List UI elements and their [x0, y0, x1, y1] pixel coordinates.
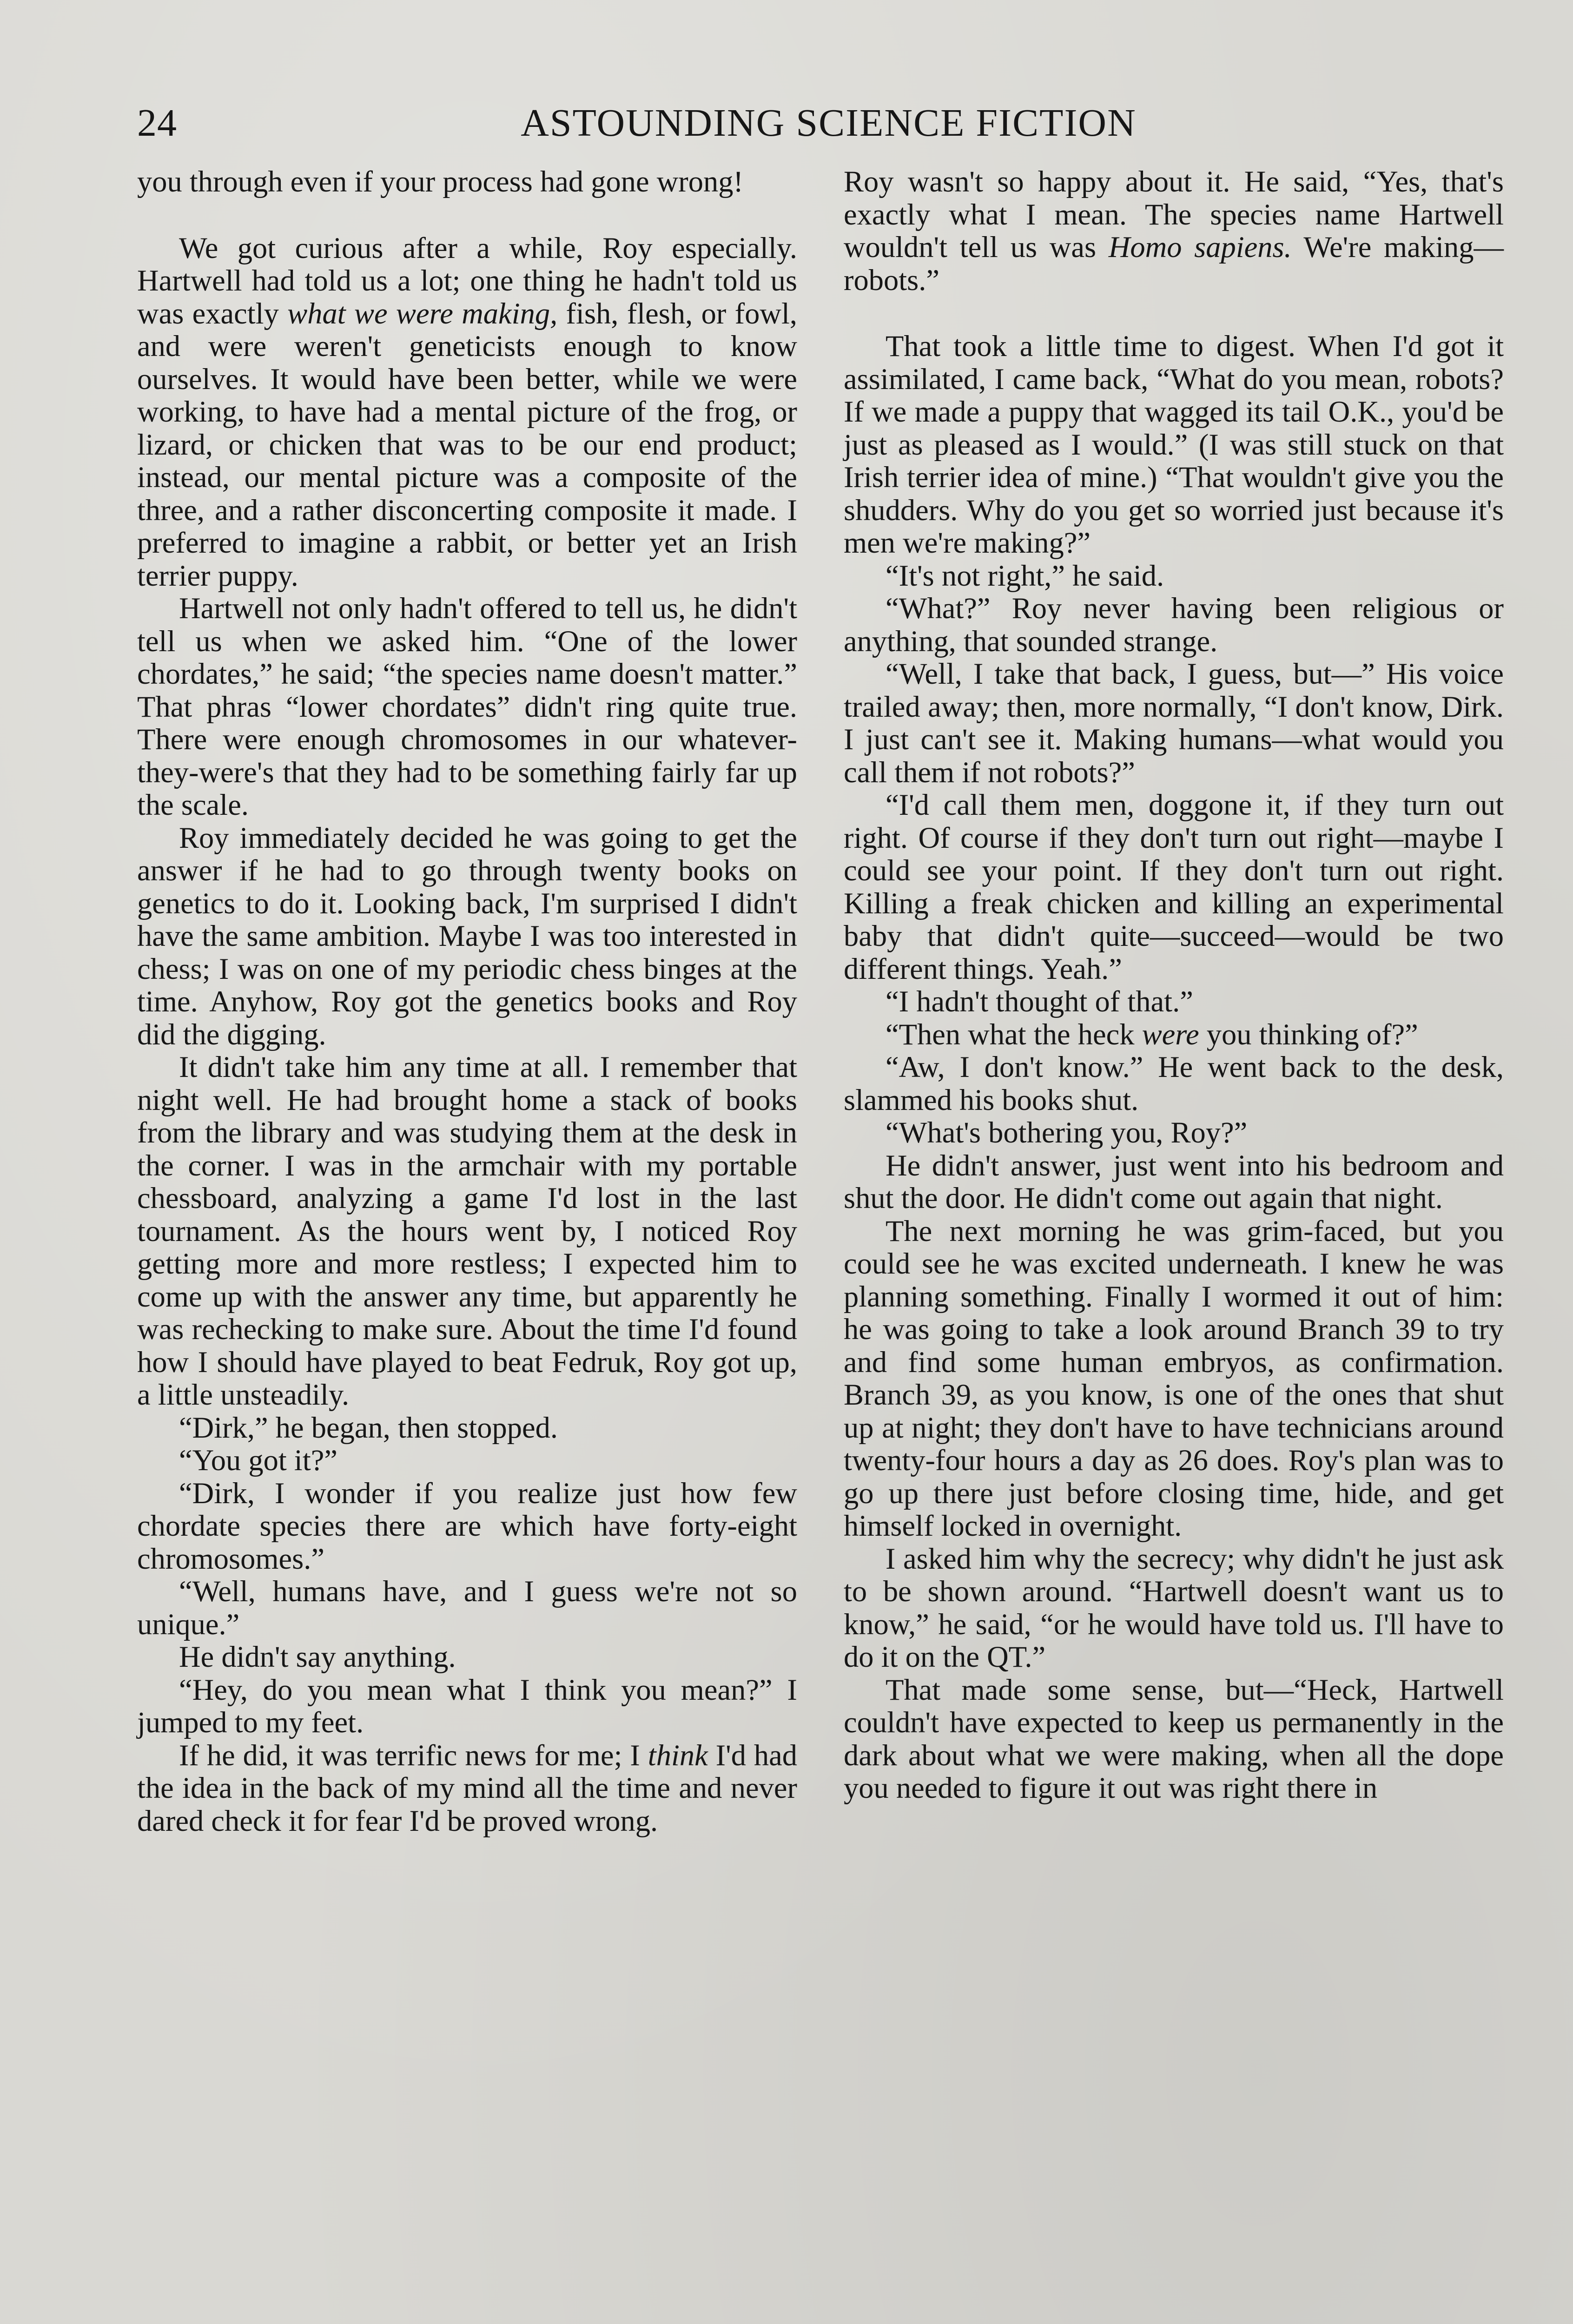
text-run: If he did, it was terrific news for me; I	[179, 1738, 648, 1772]
text-run: “Then what the heck	[886, 1017, 1142, 1051]
paragraph: “I'd call them men, doggone it, if they turn out right. Of course if they don't turn out right—maybe I could see your point. If they don't turn out right. Killing a freak chicken and killing an experimental baby that didn't quite—succeed—would be two different things. Yeah.”	[844, 788, 1504, 985]
paragraph: That took a little time to digest. When I'd got it assimilated, I came back, “What do you mean, robots? If we made a puppy that wagged its tail O.K., you'd be just as pleased as I would.” (I was still stuck on that Irish terrier idea of mine.) “That wouldn't give you the shudders. Why do you get so worried just because it's men we're making?”	[844, 330, 1504, 559]
paragraph: “Aw, I don't know.” He went back to the desk, slammed his books shut.	[844, 1050, 1504, 1116]
text-run: fish, flesh, or fowl, and were weren't geneticists enough to know ourselves. It would have been better, while we were working, to have had a mental picture of the frog, or lizard, or chicken that was to be our end product; instead, our mental picture was a composite of the three, and a rather disconcerting composite it made. I preferred to imagine a rabbit, or better yet an Irish terrier puppy.	[137, 297, 797, 592]
paragraph: “Well, humans have, and I guess we're not so unique.”	[137, 1575, 797, 1641]
paragraph: “What?” Roy never having been religious or anything, that sounded strange.	[844, 592, 1504, 658]
paragraph	[844, 165, 1504, 297]
paragraph: you through even if your process had gone wrong!	[137, 165, 744, 198]
paragraph	[137, 1739, 797, 1838]
emphasis-text: were	[1142, 1017, 1199, 1051]
paragraph	[137, 232, 797, 593]
left-column	[137, 165, 797, 1837]
page-number: 24	[137, 101, 177, 145]
paragraph: Hartwell not only hadn't offered to tell us, he didn't tell us when we asked him. “One of the lower chordates,” he said; “the species name doesn't matter.” That phras “lower chordates” didn't ring quite true. There were enough chromosomes in our whatever-they-were's that they had to be something fairly far up the scale.	[137, 592, 797, 821]
emphasis-text: Homo sapiens.	[1108, 231, 1292, 264]
paragraph: “What's bothering you, Roy?”	[886, 1116, 1248, 1149]
paragraph: That made some sense, but—“Heck, Hartwell couldn't have expected to keep us permanently in the dark about what we were making, when all the dope you needed to figure it out was right there in	[844, 1673, 1504, 1804]
paragraph: “Dirk,” he began, then stopped.	[179, 1411, 558, 1444]
paragraph: Roy immediately decided he was going to get the answer if he had to go through twenty books on genetics to do it. Looking back, I'm surprised I didn't have the same ambition. Maybe I was too interested in chess; I was on one of my periodic chess binges at the time. Anyhow, Roy got the genetics books and Roy did the digging.	[137, 821, 797, 1051]
paragraph: “You got it?”	[179, 1444, 338, 1477]
paragraph: It didn't take him any time at all. I remember that night well. He had brought home a stack of books from the library and was studying them at the desk in the corner. I was in the armchair with my portable chessboard, analyzing a game I'd lost in the last tournament. As the hours went by, I noticed Roy getting more and more restless; I expected him to come up with the answer any time, but apparently he was rechecking to make sure. About the time I'd found how I should have played to beat Fedruk, Roy got up, a little unsteadily.	[137, 1050, 797, 1411]
text-run: you thinking of?”	[1199, 1017, 1418, 1051]
paragraph: “It's not right,” he said.	[886, 559, 1164, 592]
paragraph: “Well, I take that back, I guess, but—” His voice trailed away; then, more normally, “I don't know, Dirk. I just can't see it. Making humans—what would you call them if not robots?”	[844, 657, 1504, 789]
text-run: I'd had the idea in the back of my mind all the time and never dared check it for fear I'd be proved wrong.	[137, 1738, 797, 1837]
paragraph: “I hadn't thought of that.”	[886, 985, 1193, 1018]
paragraph: He didn't answer, just went into his bedroom and shut the door. He didn't come out again that night.	[844, 1149, 1504, 1215]
text-run: Roy wasn't so happy about it. He said, “Yes, that's exactly what I mean. The species name Hartwell wouldn't tell us was	[844, 165, 1504, 264]
emphasis-text: what we were making,	[287, 297, 558, 330]
paragraph: “Dirk, I wonder if you realize just how few chordate species there are which have forty-eight chromosomes.”	[137, 1476, 797, 1575]
paragraph: “Hey, do you mean what I think you mean?” I jumped to my feet.	[137, 1673, 797, 1739]
paragraph: The next morning he was grim-faced, but you could see he was excited underneath. I knew he was planning something. Finally I wormed it out of him: he was going to take a look around Branch 39 to try and find some human embryos, as confirmation. Branch 39, as you know, is one of the ones that shut up at night; they don't have to have technicians around twenty-four hours a day as 26 does. Roy's plan was to go up there just before closing time, hide, and get himself locked in overnight.	[844, 1214, 1504, 1542]
paragraph	[844, 1018, 1504, 1051]
paragraph: I asked him why the secrecy; why didn't he just ask to be shown around. “Hartwell doesn't want us to know,” he said, “or he would have told us. I'll have to do it on the QT.”	[844, 1542, 1504, 1673]
text-run: We're making—robots.”	[844, 231, 1504, 297]
paragraph: He didn't say anything.	[179, 1640, 456, 1673]
text-run: We got curious after a while, Roy especially. Hartwell had told us a lot; one thing he hadn't told us was exactly	[137, 231, 797, 330]
page-header	[137, 95, 1520, 151]
emphasis-text: think	[648, 1738, 708, 1772]
running-title: ASTOUNDING SCIENCE FICTION	[521, 101, 1137, 145]
right-column	[844, 165, 1504, 1805]
